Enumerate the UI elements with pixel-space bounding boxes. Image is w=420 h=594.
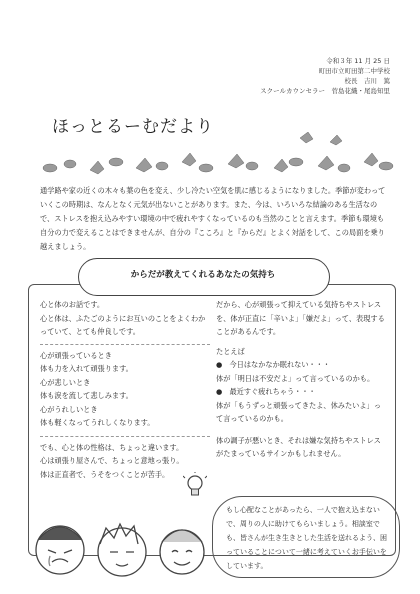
left-p1-line: 心と体は、ふたごのようにお互いのことをよくわかっていて、とても仲良しです。 <box>40 313 206 336</box>
divider <box>40 436 210 437</box>
header-block <box>230 56 390 96</box>
example-2-heading: ● 最近すぐ疲れちゃう・・・ <box>216 387 316 396</box>
left-p3-line: でも、心と体の性格は、ちょっと違います。 <box>40 442 184 452</box>
left-p1-line: 心と体のお話です。 <box>40 300 105 309</box>
lightbulb-icon <box>183 472 207 502</box>
counselor: スクールカウンセラー 菅島花織・尾島知里 <box>260 87 390 95</box>
left-p2-line: 心が頑張っているとき <box>40 350 112 360</box>
right-column <box>216 298 386 461</box>
page-title: ほっとるーむだより <box>52 117 214 137</box>
intro-paragraph: 通学路や家の近くの木々も葉の色を変え、少し冷たい空気を肌に感じるようになりました。季節が変わっていくこの時期は、なんとなく元気が出ないことがあります。また、今は、いろいろな結論のある生活なので、ストレスを抱え込みやすい環境の中で疲れやすくなっているのも当然のことと言えます。季節も環境も自分の力で変えることはできませんが、自分の『こころ』と『からだ』とよく対話をして、この局面を乗り越えましょう。 <box>40 186 386 251</box>
right-p2: 体の調子が悪いとき、それは嫌な気持ちやストレスがたまっているサインかもしれません。 <box>216 435 381 458</box>
right-p1: だから、心が頑張って抑えている気持ちやストレスを、体が正直に「辛いよ」「嫌だよ」って、表現することがあるんです。 <box>216 300 385 336</box>
section-title: からだが教えてくれるあなたの気持ち <box>130 270 276 280</box>
left-p3-line: 心は頑張り屋さんで、ちょっと意地っ張り。 <box>40 456 184 465</box>
school-name: 町田市立町田第二中学校 <box>318 67 390 75</box>
left-p2-line: 体も涙を流して悲しみます。 <box>40 391 133 400</box>
left-p2-line: 体も軽くなってうれしくなります。 <box>40 418 155 427</box>
left-p2-line: 心がうれしいとき <box>40 404 98 414</box>
left-column <box>40 298 210 481</box>
example-1-body: 体が「明日は不安だよ」って言っているのかも。 <box>216 373 375 383</box>
date: 令和３年 11 月 25 日 <box>326 57 390 65</box>
example-1-heading: ● 今日はなかなか眠れない・・・ <box>216 360 331 369</box>
leaf-garland-illustration <box>30 132 400 180</box>
example-label: たとえば <box>216 346 245 356</box>
principal: 校長 吉川 篤 <box>344 77 390 85</box>
left-p2-line: 体も力を入れて頑張ります。 <box>40 364 133 373</box>
divider <box>40 344 210 345</box>
left-p3-line: 体は正直者で、うそをつくことが苦手。 <box>40 469 170 479</box>
left-p2-line: 心が悲しいとき <box>40 377 91 387</box>
tip-text: もし心配なことがあったら、一人で抱え込まないで、周りの人に助けてもらいましょう。相談室でも、皆さんが生き生きとした生活を送れるよう、困っていることについて一緒に考えていくお手伝いをしています。 <box>226 506 387 570</box>
children-faces-illustration <box>26 510 206 580</box>
example-2-body: 体が「もうずっと頑張ってきたよ、休みたいよ」って言っているのかも。 <box>216 400 381 423</box>
